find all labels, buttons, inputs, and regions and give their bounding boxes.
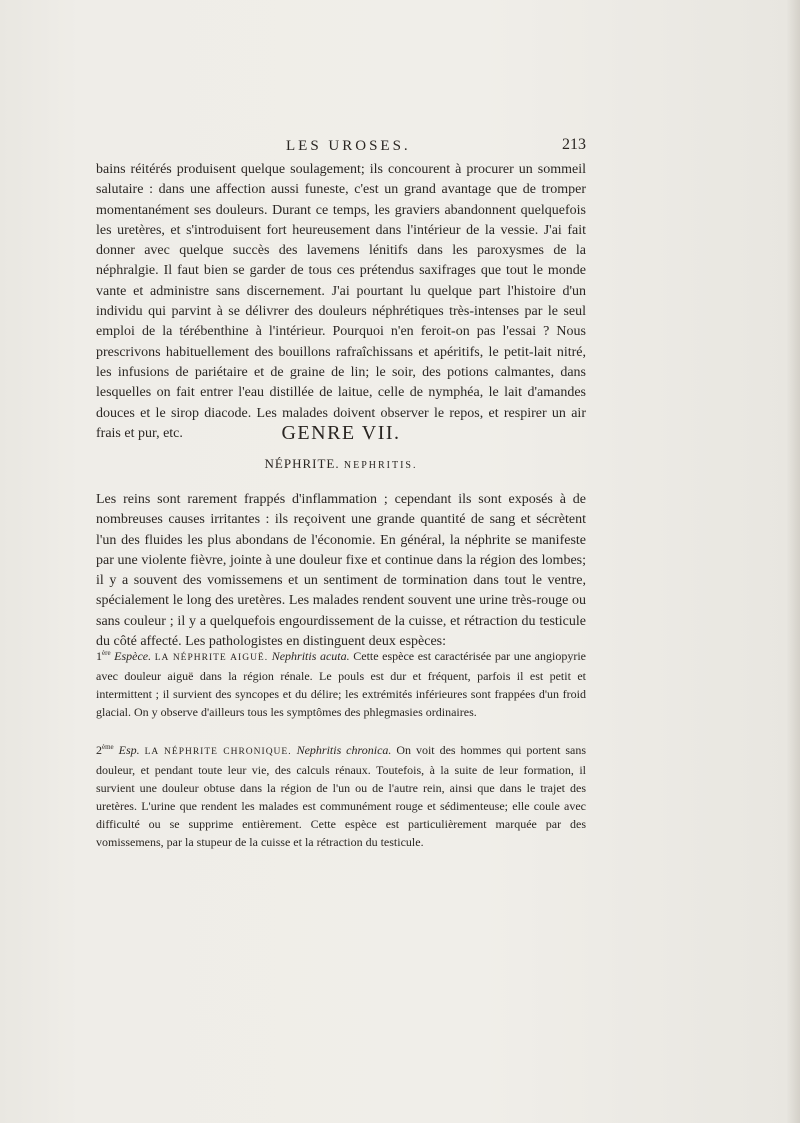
running-head-title: LES UROSES.	[286, 138, 411, 154]
species-entry-2	[96, 738, 586, 851]
species-1-label: Espèce.	[114, 649, 152, 663]
paragraph-nephritis: Les reins sont rarement frappés d'inflammation ; cependant ils sont exposés à de nombreuses causes irritantes : ils reçoivent une grande quantité de sang et sécrètent l'un des fluides les plus abondans de l'économie. En général, la néphrite se manifeste par une violente fièvre, jointe à une douleur fixe et continue dans la région des lombes; il y a souvent des vomissemens et un sentiment de tormination dans tout le ventre, spécialement le long des uretères. Les malades rendent souvent une urine très-rouge ou sans couleur ; il y a quelquefois engourdissement de la cuisse, et rétraction du testicule du côté affecté. Les pathologistes en distinguent deux espèces:	[96, 492, 586, 650]
genre-subtitle	[96, 456, 586, 472]
subtitle-french: NÉPHRITE.	[264, 456, 340, 471]
species-2-text: On voit des hommes qui portent sans douleur, et pendant toute leur vie, des calculs rénaux. Toutefois, à la suite de leur formation, il survient une douleur obtuse dans la région de l'un ou de l'autre rein, ainsi que dans le trajet des uretères. L'urine que rendent les malades est communément rouge et sédimenteuse; elle coule avec difficulté ou se supprime entièrement. Cette espèce est particulièrement marquée par des vomissemens, par la stupeur de la cuisse et la rétraction du testicule.	[96, 743, 587, 849]
species-1-name: LA NÉPHRITE AIGUË.	[154, 653, 269, 663]
running-head	[96, 138, 586, 158]
page-number: 213	[562, 136, 586, 153]
species-2-name: LA NÉPHRITE CHRONIQUE.	[144, 747, 292, 757]
species-2-sup: ème	[102, 743, 114, 751]
species-1-sup: ère	[102, 649, 111, 657]
page-edge-shadow	[786, 0, 800, 1123]
species-entry-1	[96, 644, 586, 721]
species-2-latin: Nephritis chronica.	[296, 743, 392, 757]
genre-heading: GENRE VII.	[281, 422, 401, 444]
species-2-label: Esp.	[118, 743, 140, 757]
subtitle-latin: NEPHRITIS.	[343, 460, 418, 471]
species-1-number: 1	[96, 649, 102, 663]
species-1-latin: Nephritis acuta.	[271, 649, 350, 663]
paragraph-continued: bains réitérés produisent quelque soulagement; ils concourent à procurer un sommeil salutaire : dans une affection aussi funeste, c'est un grand avantage que de tromper momentanément ses douleurs. Durant ce temps, les graviers abandonnent quelquefois les uretères, et s'introduisent fort heureusement dans l'intérieur de la vessie. J'ai fait donner avec quelque succès des lavemens lénitifs dans les paroxysmes de la néphralgie. Il faut bien se garder de tous ces prétendus saxifrages que tout le monde vante et administre sans discernement. J'ai pourtant lu quelque part l'histoire d'un individu qui parvint à se délivrer des douleurs néphrétiques très-intenses par le seul emploi de la térébenthine à l'intérieur. Pourquoi n'en feroit-on pas l'essai ? Nous prescrivons habituellement des bouillons rafraîchissans et apéritifs, le petit-lait nitré, les infusions de pariétaire et de graine de lin; le soir, des potions calmantes, dans lesquelles on fait entrer l'eau distillée de laitue, celle de nymphéa, le lait d'amandes douces et le sirop diacode. Les malades doivent observer le repos, et respirer un air frais et pur, etc.	[96, 162, 586, 441]
species-2-number: 2	[96, 743, 102, 757]
species-1-text: Cette espèce est caractérisée par une angiopyrie avec douleur aiguë dans la région rénale. Le pouls est dur et fréquent, parfois il est petit et intermittent ; il survient des syncopes et du délire; les extrémités inférieures sont frappées d'un froid glacial. On y observe d'ailleurs tous les symptômes des phlegmasies ordinaires.	[96, 649, 586, 719]
